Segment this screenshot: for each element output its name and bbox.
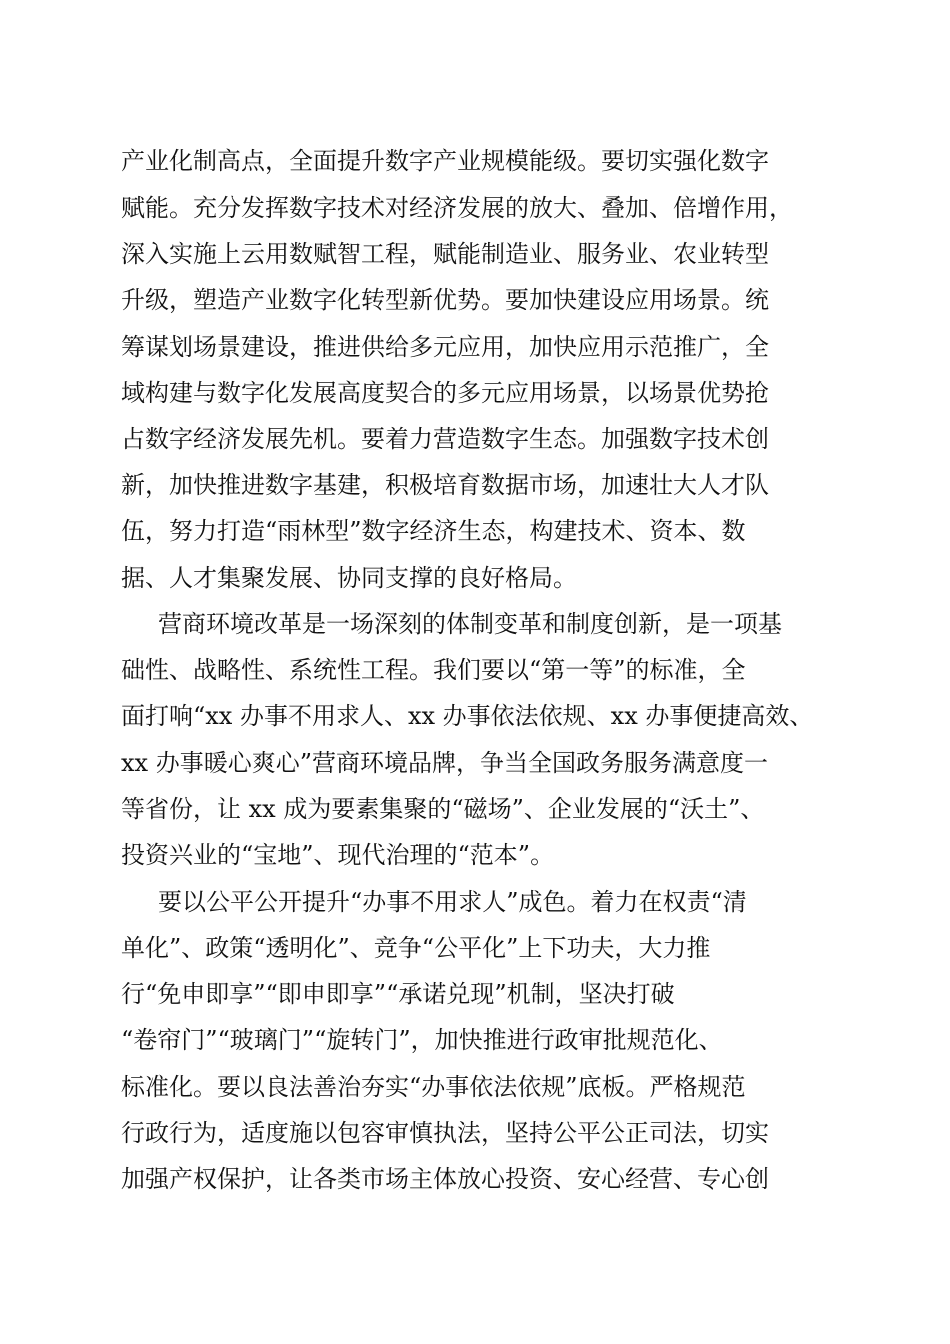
text-line: 深入实施上云用数赋智工程，赋能制造业、服务业、农业转型: [121, 240, 769, 268]
text-line: 筹谋划场景建设，推进供给多元应用，加快应用示范推广，全: [121, 333, 769, 361]
text-line: 投资兴业的“宝地”、现代治理的“范本”。: [121, 841, 555, 869]
text-line: 行“免申即享”“即申即享”“承诺兑现”机制，坚决打破: [121, 980, 675, 1008]
text-line: 伍，努力打造“雨林型”数字经济生态，构建技术、资本、数: [121, 517, 746, 545]
text-line: 赋能。充分发挥数字技术对经济发展的放大、叠加、倍增作用，: [121, 194, 793, 222]
text-line: 据、人才集聚发展、协同支撑的良好格局。: [121, 564, 577, 592]
paragraph-first-line: 要以公平公开提升“办事不用求人”成色。着力在权责“清: [158, 888, 747, 916]
text-line: 域构建与数字化发展高度契合的多元应用场景，以场景优势抢: [121, 379, 769, 407]
text-line: xx 办事暖心爽心”营商环境品牌，争当全国政务服务满意度一: [121, 749, 768, 777]
text-line: 升级，塑造产业数字化转型新优势。要加快建设应用场景。统: [121, 286, 769, 314]
paragraph-first-line: 营商环境改革是一场深刻的体制变革和制度创新，是一项基: [158, 610, 782, 638]
text-line: 行政行为，适度施以包容审慎执法，坚持公平公正司法，切实: [121, 1119, 769, 1147]
text-line: 产业化制高点，全面提升数字产业规模能级。要切实强化数字: [121, 147, 769, 175]
text-line: 标准化。要以良法善治夯实“办事依法依规”底板。严格规范: [121, 1073, 746, 1101]
text-line: 面打响“xx 办事不用求人、xx 办事依法依规、xx 办事便捷高效、: [121, 702, 814, 730]
text-line: 新，加快推进数字基建，积极培育数据市场，加速壮大人才队: [121, 471, 769, 499]
text-line: 占数字经济发展先机。要着力营造数字生态。加强数字技术创: [121, 425, 769, 453]
text-line: 加强产权保护，让各类市场主体放心投资、安心经营、专心创: [121, 1165, 769, 1193]
text-line: 单化”、政策“透明化”、竞争“公平化”上下功夫，大力推: [121, 934, 711, 962]
text-line: 等省份，让 xx 成为要素集聚的“磁场”、企业发展的“沃土”、: [121, 795, 765, 823]
text-line: “卷帘门”“玻璃门”“旋转门”，加快推进行政审批规范化、: [121, 1026, 723, 1054]
text-line: 础性、战略性、系统性工程。我们要以“第一等”的标准，全: [121, 656, 746, 684]
